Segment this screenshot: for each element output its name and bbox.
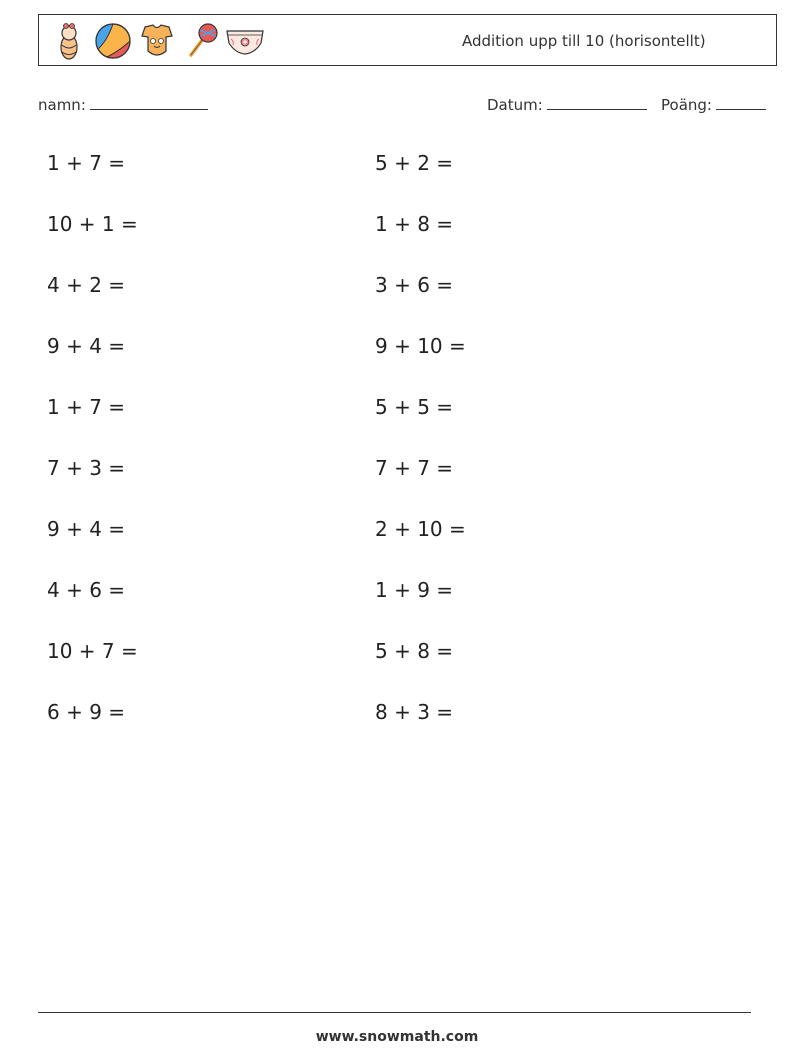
baby-bodysuit-icon [137,21,177,61]
date-field [487,94,647,114]
diaper-icon [225,21,265,61]
score-blank[interactable] [716,94,766,110]
problem-right-9: 5 + 8 = [375,639,454,663]
problem-right-2: 1 + 8 = [375,212,454,236]
problem-left-7: 9 + 4 = [47,517,126,541]
problem-right-3: 3 + 6 = [375,273,454,297]
rattle-icon [181,21,221,61]
problem-right-1: 5 + 2 = [375,151,454,175]
problem-right-4: 9 + 10 = [375,334,466,358]
problem-left-4: 9 + 4 = [47,334,126,358]
worksheet-title: Addition upp till 10 (horisontellt) [462,32,706,50]
problem-left-3: 4 + 2 = [47,273,126,297]
score-field [661,94,766,114]
problem-right-8: 1 + 9 = [375,578,454,602]
footer-url[interactable]: www.snowmath.com [315,1029,479,1045]
footer-divider [38,1012,751,1013]
problem-left-9: 10 + 7 = [47,639,138,663]
problem-left-2: 10 + 1 = [47,212,138,236]
name-field [38,94,208,114]
swaddled-baby-icon [49,21,89,61]
date-blank[interactable] [547,94,647,110]
score-label: Poäng: [661,96,712,114]
problem-left-6: 7 + 3 = [47,456,126,480]
problem-right-7: 2 + 10 = [375,517,466,541]
problem-left-8: 4 + 6 = [47,578,126,602]
problem-left-10: 6 + 9 = [47,700,126,724]
name-label: namn: [38,96,86,114]
problem-right-6: 7 + 7 = [375,456,454,480]
header-icons [49,20,269,62]
problem-right-10: 8 + 3 = [375,700,454,724]
worksheet-header [38,14,777,66]
problem-left-5: 1 + 7 = [47,395,126,419]
beach-ball-icon [93,21,133,61]
problem-left-1: 1 + 7 = [47,151,126,175]
date-label: Datum: [487,96,543,114]
problem-right-5: 5 + 5 = [375,395,454,419]
name-blank[interactable] [90,94,208,110]
